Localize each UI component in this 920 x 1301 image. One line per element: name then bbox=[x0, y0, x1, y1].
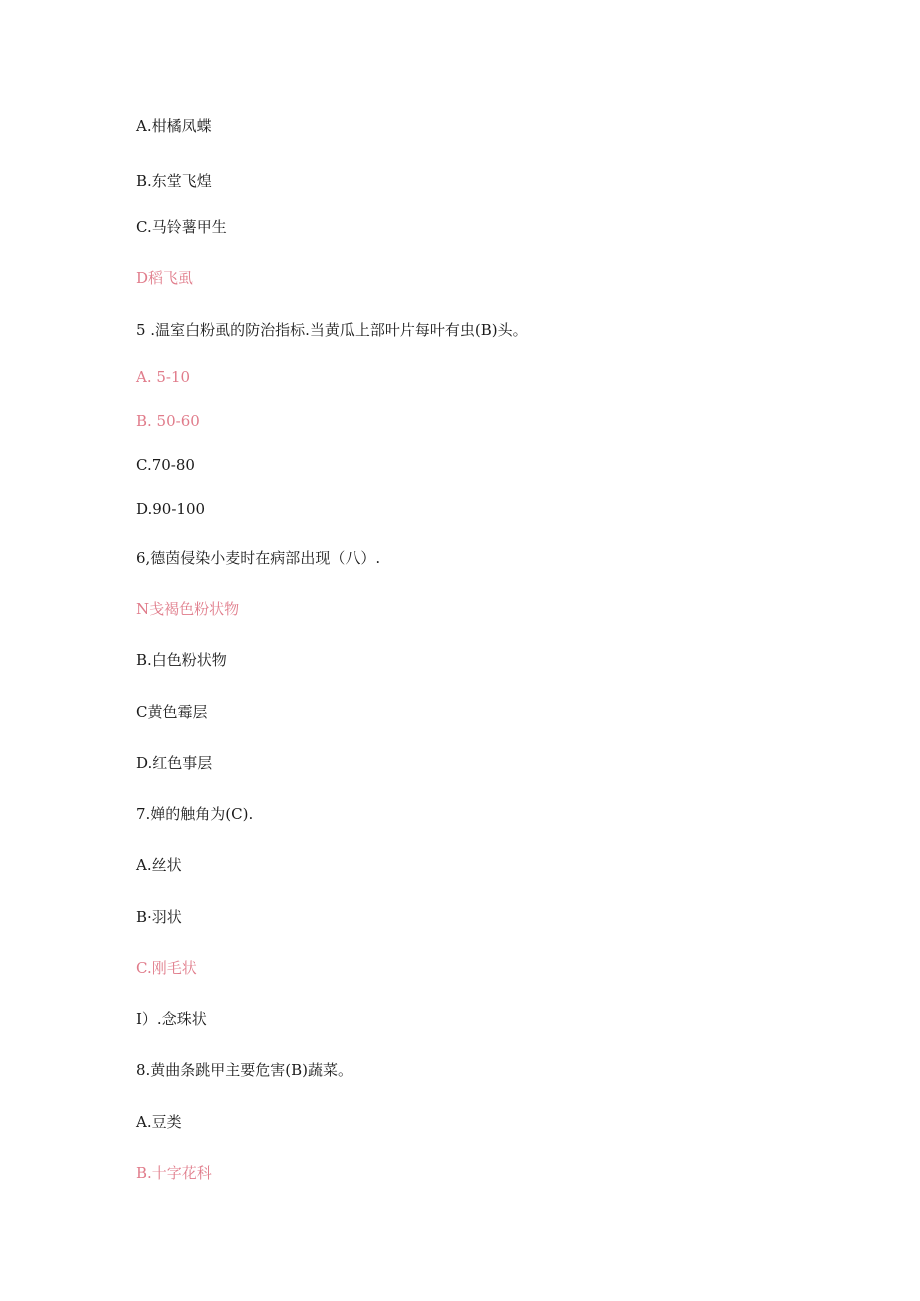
option-d-answer: D稻飞虱 bbox=[136, 269, 194, 287]
q6-option-a-answer: N戋褐色粉状物 bbox=[136, 600, 240, 618]
question-8: 8.黄曲条跳甲主要危害(B)蔬菜。 bbox=[136, 1061, 354, 1079]
q7-option-a: A.丝状 bbox=[136, 856, 182, 874]
option-a-citrus-butterfly: A.柑橘凤蝶 bbox=[136, 117, 212, 135]
q8-option-b-answer: B.十字花科 bbox=[136, 1164, 212, 1182]
option-c: C.马铃薯甲生 bbox=[136, 218, 227, 236]
q7-option-d: I）.念珠状 bbox=[136, 1010, 207, 1028]
option-b: B.东堂飞煌 bbox=[136, 172, 212, 190]
question-5: 5 .温室白粉虱的防治指标.当黄瓜上部叶片每叶有虫(B)头。 bbox=[136, 321, 528, 339]
q6-option-d: D.红色事层 bbox=[136, 754, 213, 772]
q7-option-c-answer: C.刚毛状 bbox=[136, 959, 197, 977]
q5-option-c: C.70-80 bbox=[136, 456, 195, 474]
q8-option-a: A.豆类 bbox=[136, 1113, 182, 1131]
question-7: 7.婵的触角为(C). bbox=[136, 805, 254, 823]
q5-option-d: D.90-100 bbox=[136, 500, 206, 518]
q6-option-c: C黄色霉层 bbox=[136, 703, 208, 721]
q6-option-b: B.白色粉状物 bbox=[136, 651, 227, 669]
q5-option-b-answer: B. 50-60 bbox=[136, 412, 200, 430]
q5-option-a: A. 5-10 bbox=[136, 368, 191, 386]
question-6: 6,德茵侵染小麦时在病部出现（八）. bbox=[136, 549, 381, 567]
q7-option-b: B·羽状 bbox=[136, 908, 182, 926]
